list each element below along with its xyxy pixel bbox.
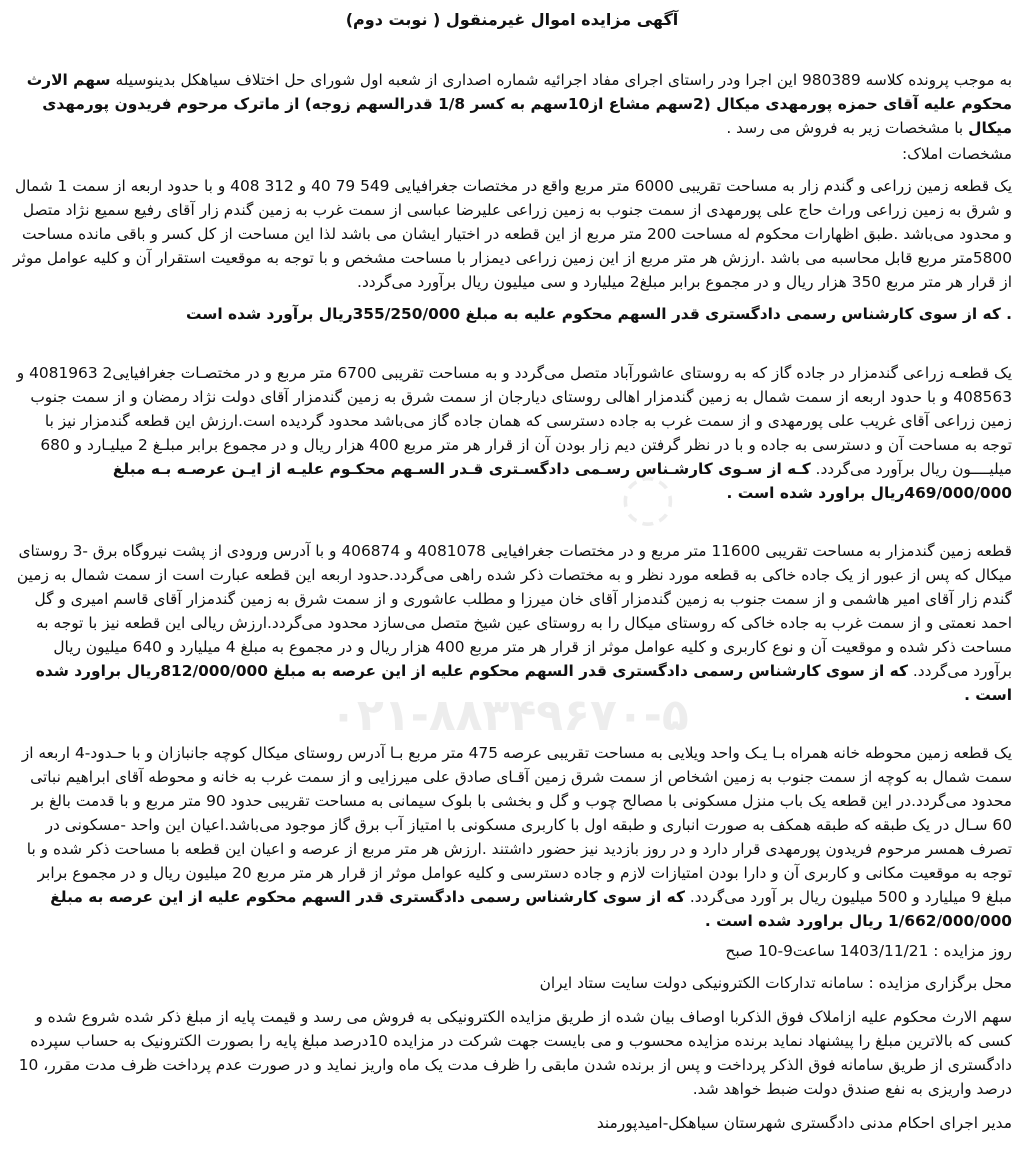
intro-paragraph bbox=[12, 68, 1012, 140]
intro-text-a: به موجب پرونده کلاسه 980389 این اجرا ودر راستای اجرای مفاد اجرائیه شماره اصداری از شعبه اول شورای حل اختلاف سیاهکل بدینوسیله bbox=[110, 71, 1012, 89]
signature-line: مدیر اجرای احکام مدنی دادگستری شهرستان سیاهکل-امیدپورمند bbox=[596, 1114, 1012, 1132]
property-item-4 bbox=[12, 741, 1012, 933]
auction-date: روز مزایده : 1403/11/21 ساعت9-10 صبح bbox=[725, 942, 1012, 960]
property-item-3-valuation: که از سوی کارشناس رسمی دادگستری قدر السهم محکوم علیه از این عرصه به مبلغ 812/000/000ریال براورد شده است . bbox=[35, 662, 1012, 704]
intro-text-b: با مشخصات زیر به فروش می رسد . bbox=[726, 119, 969, 137]
page-title: آگهی مزایده اموال غیرمنقول ( نوبت دوم) bbox=[345, 10, 679, 29]
intro-bold: سهم الارث محکوم علیه آقای حمزه پورمهدی میکال (2سهم مشاع از10سهم به کسر 1/8 قدرالسهم زوجه) از ماترک مرحوم فریدون پورمهدی میکال bbox=[26, 71, 1012, 137]
watermark-seal: ◌ bbox=[620, 460, 676, 534]
property-item-3 bbox=[12, 539, 1012, 707]
property-item-2 bbox=[12, 361, 1012, 505]
property-item-1-valuation: . که از سوی کارشناس رسمی دادگستری قدر السهم محکوم علیه به مبلغ 355/250/000ریال برآورد شده است bbox=[185, 305, 1012, 323]
property-item-2-valuation: کـه از سـوی کارشـناس رسـمی دادگسـتری قـدر السـهم محکـوم علیـه از ایـن عرصـه بـه مبلغ 469/000/000ریال براورد شده است . bbox=[112, 460, 1012, 502]
auction-terms: سهم الارث محکوم علیه ازاملاک فوق الذکربا اوصاف بیان شده از طریق مزایده الکترونیکی به فروش می رسد و قیمت پایه از مبلغ ذکر شده شروع شده و کسی که بالاترین مبلغ را پیشنهاد نماید برنده مزایده محسوب و می بایست جهت شرکت در مزایده 10درصد مبلغ پایه را بصورت الکترونیک به حساب سپرده دادگستری از طریق سامانه فوق الذکر پرداخت و پس از برنده شدن مابقی را ظرف مدت یک ماه واریز نماید و در صورت عدم پرداخت ظرف مدت مقرر، 10 درصد واریزی به نفع صندق دولت ضبط خواهد شد. bbox=[18, 1008, 1012, 1098]
property-item-4-text: یک قطعه زمین محوطه خانه همراه بـا یـک واحد ویلایی به مساحت تقریبی عرصه 475 متر مربع بـا آدرس روستای میکال کوچه جانبازان و با حـدود-4 اربعه از سمت شمال به کوچه از سمت جنوب به زمین اشخاص از سمت شرق زمین آقـای صادق علی میرزایی و از سمت غرب به خانه و محوطه آقای ابراهیم نباتی محدود می‌گردد.در این قطعه یک باب منزل مسکونی با مصالح چوب و گل و بخشی با بلوک سیمانی به مساحت تقریبی حدود 90 متر مربع و با قدمت بالغ بر 60 سـال در یک طبقه که طبقه همکف به صورت انباری و طبقه اول با کاربری مسکونی با امتیاز آب برق گاز موجود می‌باشد.اعیان این واحد -مسکونی در تصرف همسر مرحوم فریدون پورمهدی قرار دارد و در روز بازدید نیز حضور داشتند .ارزش هر متر مربع از عرصه و اعیان این قطعه با مساحت ذکر شده و با توجه به موقعیت مکانی و کاربری آن و دارا بودن امتیازات لازم و جاده دسترسی و کلیه عوامل موثر از قرار هر متر مربع 20 میلیون ریال و در مجموع برابر مبلغ 9 میلیارد و 500 میلیون ریال بر آورد می‌گردد. bbox=[21, 744, 1012, 906]
property-item-1: یک قطعه زمین زراعی و گندم زار به مساحت تقریبی 6000 متر مربع واقع در مختصات جغرافیایی 549 79 40 و 312 408 و با حدود اربعه از سمت 1 شمال و شرق به زمین زراعی وراث حاج علی پورمهدی از سمت جنوب به زمین زراعی علیرضا عباسی از سمت غرب به زمین گندم زار آقای رفیع سمیع نژاد متصل و محدود می‌باشد .طبق اظهارات محکوم له مساحت 200 متر مربع از این قطعه در اختیار ایشان می باشد لذا این مساحت از کل کسر و باقی مانده مساحت 5800متر مربع قابل محاسبه می باشد .ارزش هر متر مربع از این زمین زراعی دیمزار با مساحت مشخص و با توجه به موقعیت استقرار آن و کلیه عوامل موثر از قرار هر متر مربع 350 هزار ریال و در مجموع برابر مبلغ2 میلیارد و سی میلیون ریال برآورد می‌گردد. bbox=[13, 177, 1012, 291]
auction-venue: محل برگزاری مزایده : سامانه تدارکات الکترونیکی دولت سایت ستاد ایران bbox=[539, 974, 1012, 992]
property-item-3-text: قطعه زمین گندمزار به مساحت تقریبی 11600 متر مربع و در مختصات جغرافیایی 4081078 و 406874 و با آدرس ورودی از پشت نیروگاه برق -3 روستای میکال که پس از عبور از یک جاده خاکی به قطعه مورد نظر و به مختصات ذکر شده راهی می‌گردد.حدود اربعه این قطعه عبارت است از سمت شمال به زمین گندم زار آقای امیر هاشمی و از سمت جنوب به زمین گندمزار آقای خان میرزا و مطلب عاشوری و از سمت شرق به زمین گندمزار آقای قاسم امیری و گل احمد نعمتی و از سمت غرب به جاده خاکی که روستای میکال را به روستای عین شیخ متصل می‌سازد محدود می‌گردد.ارزش ریالی این قطعه نیز با توجه به مساحت ذکر شده و موقعیت آن و نوع کاربری و کلیه عوامل موثر از قرار هر متر مربع 400 هزار ریال و در مجموع به مبلغ 4 میلیارد و 640 میلیون ریال برآورد می‌گردد. bbox=[16, 542, 1012, 680]
specs-heading: مشخصات املاک: bbox=[902, 145, 1012, 163]
property-item-2-text: یک قطعـه زراعی گندمزار در جاده گاز که به روستای عاشورآباد متصل می‌گردد و به مساحت تقریبی 6700 متر مربع و در مختصـات جغرافیایی2 4081963 و 408563 و با حدود اربعه از سمت شمال به زمین گندمزار اهالی روستای دیارجان از سمت شرق به زمین گندمزار آقای دولت نژاد رمضان و از سمت جنوب زمین زراعی آقای غریب علی پورمهدی و از سمت غرب به جاده دسترسی که همان جاده گاز می‌باشد محدود گردیده است.ارزش این قطعه گندمزار نیز با توجه به مساحت آن و دسترسی به جاده و با در نظر گرفتن دیم زار بودن آن از قرار هر متر مربع 400 هزار ریال و در مجموع برابر مبلـغ 2 میلیـارد و 680 میلیــــون ریال برآورد می‌گردد. bbox=[16, 364, 1012, 478]
watermark-phone: ۰۲۱-۸۸۳۴۹۶۷۰-۵ bbox=[330, 690, 689, 741]
property-item-4-valuation: که از سوی کارشناس رسمی دادگستری قدر السهم محکوم علیه از این عرصه به مبلغ 1/662/000/000 ریال براورد شده است . bbox=[50, 888, 1012, 930]
